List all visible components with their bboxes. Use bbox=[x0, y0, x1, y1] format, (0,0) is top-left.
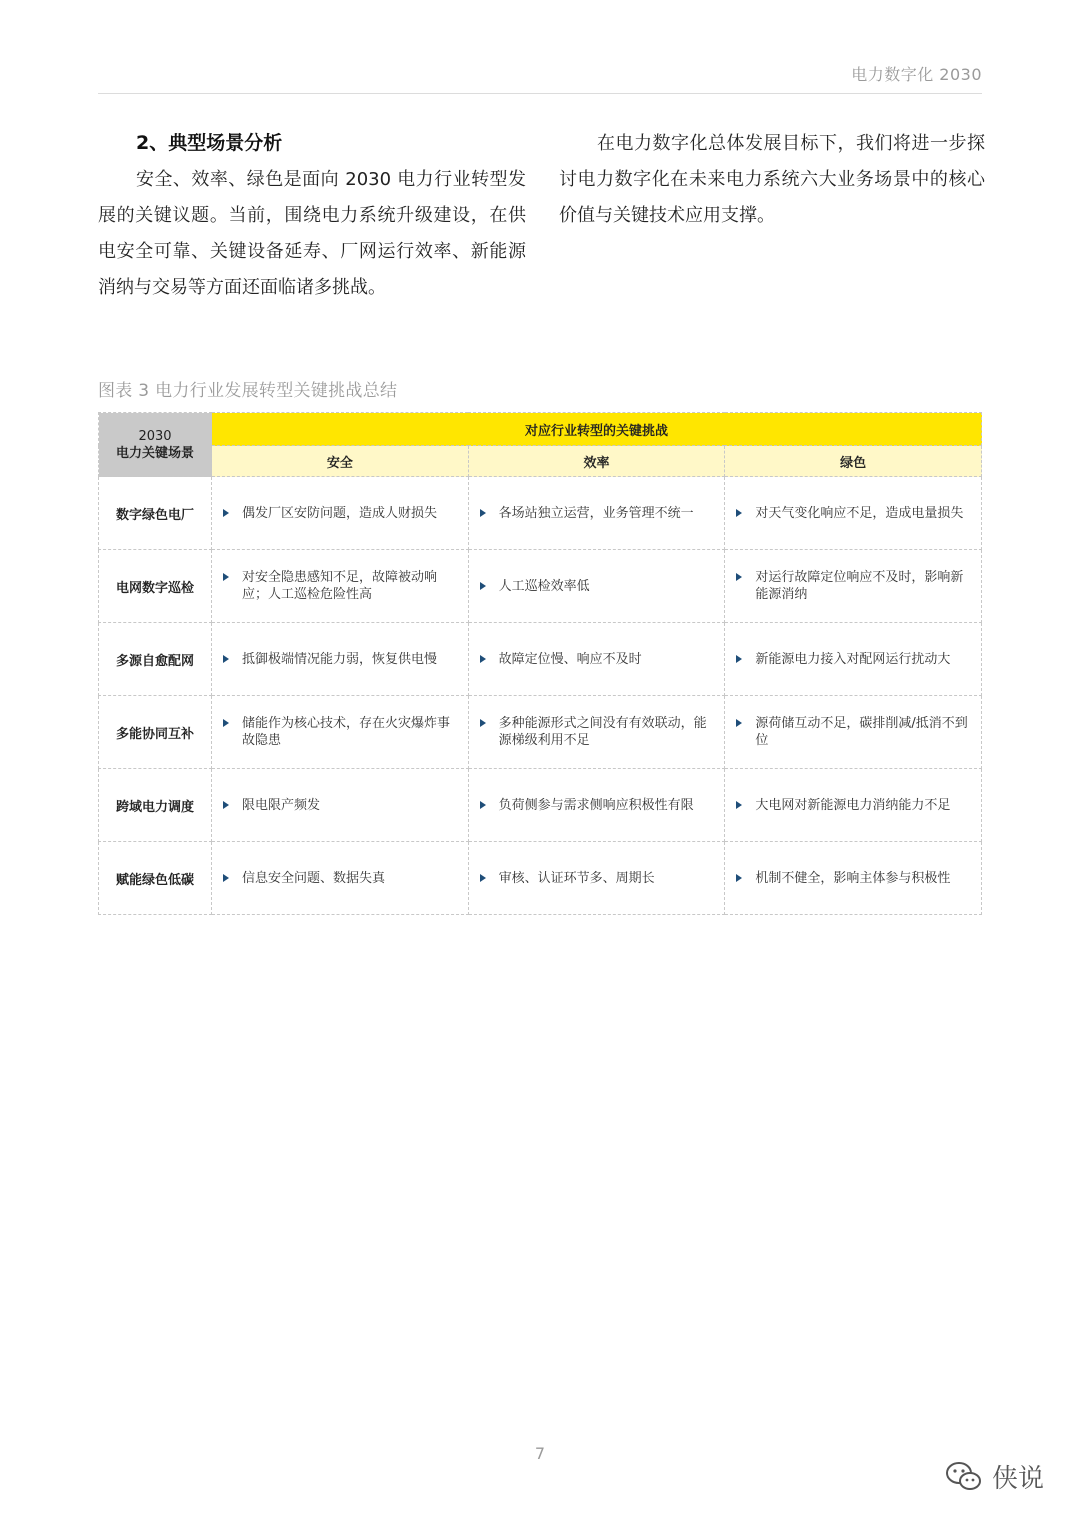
challenge-cell-green bbox=[725, 842, 982, 915]
left-text-column bbox=[98, 126, 526, 306]
challenge-cell-efficiency bbox=[468, 769, 725, 842]
challenge-cell-safety bbox=[212, 842, 469, 915]
bullet-arrow-icon bbox=[479, 801, 487, 809]
watermark bbox=[944, 1458, 1044, 1495]
bullet-arrow-icon bbox=[735, 719, 743, 727]
challenge-item bbox=[733, 505, 975, 522]
left-paragraph: 安全、效率、绿色是面向 2030 电力行业转型发展的关键议题。当前，围绕电力系统升级建设，在供电安全可靠、关键设备延寿、厂网运行效率、新能源消纳与交易等方面还面临诸多挑战。 bbox=[98, 169, 526, 298]
challenge-text: 大电网对新能源电力消纳能力不足 bbox=[755, 797, 951, 813]
bullet-arrow-icon bbox=[222, 509, 230, 517]
scenario-label: 跨域电力调度 bbox=[99, 769, 212, 842]
challenge-text: 储能作为核心技术，存在火灾爆炸事故隐患 bbox=[242, 716, 451, 748]
watermark-text: 侠说 bbox=[991, 1464, 1044, 1494]
challenges-group-header: 对应行业转型的关键挑战 bbox=[212, 413, 982, 446]
running-header-title: 电力数字化 2030 bbox=[851, 65, 982, 84]
bullet-arrow-icon bbox=[479, 655, 487, 663]
challenge-item bbox=[733, 797, 975, 814]
challenge-cell-safety bbox=[212, 696, 469, 769]
table-row bbox=[99, 769, 982, 842]
column-header-efficiency: 效率 bbox=[468, 446, 725, 477]
challenge-text: 人工巡检效率低 bbox=[498, 578, 590, 594]
bullet-arrow-icon bbox=[479, 719, 487, 727]
challenge-item bbox=[220, 870, 462, 887]
bullet-arrow-icon bbox=[735, 801, 743, 809]
figure-caption: 图表 3 电力行业发展转型关键挑战总结 bbox=[98, 381, 398, 401]
challenge-cell-green bbox=[725, 623, 982, 696]
challenge-item bbox=[220, 651, 462, 668]
table-body bbox=[99, 477, 982, 915]
bullet-arrow-icon bbox=[222, 573, 230, 581]
page-number: 7 bbox=[534, 1444, 546, 1463]
challenges-table bbox=[98, 412, 982, 915]
bullet-arrow-icon bbox=[735, 573, 743, 581]
challenge-text: 限电限产频发 bbox=[242, 797, 321, 813]
corner-label: 电力关键场景 bbox=[115, 445, 194, 461]
challenge-cell-green bbox=[725, 696, 982, 769]
table-row bbox=[99, 842, 982, 915]
challenge-cell-green bbox=[725, 550, 982, 623]
challenge-item bbox=[733, 715, 975, 749]
challenge-text: 对天气变化响应不足，造成电量损失 bbox=[755, 505, 964, 521]
header-divider bbox=[98, 93, 982, 94]
challenge-cell-efficiency bbox=[468, 477, 725, 550]
challenge-text: 故障定位慢、响应不及时 bbox=[498, 651, 642, 667]
table-row bbox=[99, 477, 982, 550]
table-row bbox=[99, 550, 982, 623]
bullet-arrow-icon bbox=[735, 509, 743, 517]
challenge-cell-efficiency bbox=[468, 550, 725, 623]
challenge-cell-green bbox=[725, 769, 982, 842]
challenge-cell-green bbox=[725, 477, 982, 550]
right-paragraph: 在电力数字化总体发展目标下，我们将进一步探讨电力数字化在未来电力系统六大业务场景中的核心价值与关键技术应用支撑。 bbox=[559, 133, 985, 226]
scenario-label: 多能协同互补 bbox=[99, 696, 212, 769]
bullet-arrow-icon bbox=[735, 655, 743, 663]
challenge-item bbox=[220, 505, 462, 522]
challenge-text: 对安全隐患感知不足，故障被动响应；人工巡检危险性高 bbox=[242, 570, 438, 602]
challenge-text: 新能源电力接入对配网运行扰动大 bbox=[755, 651, 951, 667]
challenge-cell-safety bbox=[212, 623, 469, 696]
challenge-text: 审核、认证环节多、周期长 bbox=[498, 870, 655, 886]
corner-year: 2030 bbox=[138, 428, 172, 444]
bullet-arrow-icon bbox=[222, 719, 230, 727]
bullet-arrow-icon bbox=[222, 655, 230, 663]
challenge-text: 多种能源形式之间没有有效联动，能源梯级利用不足 bbox=[498, 716, 707, 748]
scenario-label: 多源自愈配网 bbox=[99, 623, 212, 696]
column-header-green: 绿色 bbox=[725, 446, 982, 477]
challenge-cell-safety bbox=[212, 477, 469, 550]
challenge-item bbox=[220, 797, 462, 814]
challenge-text: 抵御极端情况能力弱，恢复供电慢 bbox=[242, 651, 438, 667]
challenge-item bbox=[220, 715, 462, 749]
table-row bbox=[99, 623, 982, 696]
bullet-arrow-icon bbox=[222, 874, 230, 882]
challenge-item bbox=[477, 870, 719, 887]
table-corner-header bbox=[99, 413, 212, 477]
challenge-text: 各场站独立运营，业务管理不统一 bbox=[498, 505, 694, 521]
right-text-column bbox=[559, 126, 985, 234]
challenge-item bbox=[733, 651, 975, 668]
section-heading: 2、典型场景分析 bbox=[136, 132, 283, 154]
challenge-text: 对运行故障定位响应不及时，影响新能源消纳 bbox=[755, 570, 964, 602]
challenge-cell-efficiency bbox=[468, 842, 725, 915]
scenario-label: 数字绿色电厂 bbox=[99, 477, 212, 550]
challenge-item bbox=[733, 569, 975, 603]
challenge-text: 源荷储互动不足，碳排削减/抵消不到位 bbox=[755, 716, 968, 748]
challenge-text: 偶发厂区安防问题，造成人财损失 bbox=[242, 505, 438, 521]
challenge-item bbox=[477, 797, 719, 814]
challenge-item bbox=[477, 715, 719, 749]
scenario-label: 电网数字巡检 bbox=[99, 550, 212, 623]
challenge-item bbox=[220, 569, 462, 603]
challenge-item bbox=[477, 578, 719, 595]
wechat-icon bbox=[944, 1460, 984, 1494]
challenge-item bbox=[733, 870, 975, 887]
challenge-cell-safety bbox=[212, 550, 469, 623]
scenario-label: 赋能绿色低碳 bbox=[99, 842, 212, 915]
challenge-cell-efficiency bbox=[468, 696, 725, 769]
challenge-text: 机制不健全，影响主体参与积极性 bbox=[755, 870, 951, 886]
bullet-arrow-icon bbox=[479, 582, 487, 590]
table-row bbox=[99, 696, 982, 769]
challenge-cell-safety bbox=[212, 769, 469, 842]
bullet-arrow-icon bbox=[479, 509, 487, 517]
challenge-cell-efficiency bbox=[468, 623, 725, 696]
bullet-arrow-icon bbox=[479, 874, 487, 882]
column-header-safety: 安全 bbox=[212, 446, 469, 477]
challenge-item bbox=[477, 505, 719, 522]
bullet-arrow-icon bbox=[735, 874, 743, 882]
bullet-arrow-icon bbox=[222, 801, 230, 809]
challenge-text: 信息安全问题、数据失真 bbox=[242, 870, 386, 886]
challenge-text: 负荷侧参与需求侧响应积极性有限 bbox=[498, 797, 694, 813]
challenge-item bbox=[477, 651, 719, 668]
